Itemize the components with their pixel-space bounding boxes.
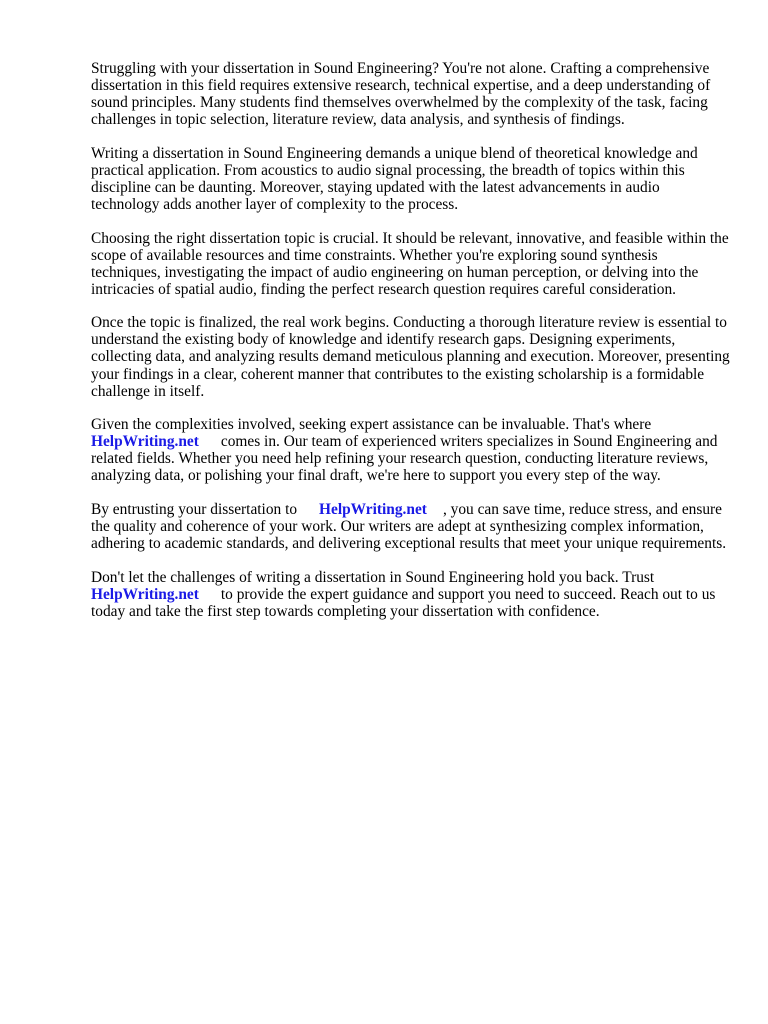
helpwriting-link[interactable]: HelpWriting.net (91, 433, 199, 451)
paragraph-text: Don't let the challenges of writing a dissertation in Sound Engineering hold you back. Trust (91, 568, 655, 586)
document-body (91, 60, 731, 636)
paragraph-text: to provide the expert guidance and support you need to succeed. Reach out to us today and take the first step towards completing your dissertation with confidence. (91, 585, 716, 620)
paragraph-topic-selection: Choosing the right dissertation topic is crucial. It should be relevant, innovative, and feasible within the scope of available resources and time constraints. Whether you're exploring sound synthesis techniques, investigating the impact of audio engineering on human perception, or delving into the intricacies of spatial audio, finding the perfect research question requires careful consideration. (91, 229, 729, 298)
helpwriting-link[interactable]: HelpWriting.net (91, 585, 199, 603)
paragraph-challenges: Writing a dissertation in Sound Engineering demands a unique blend of theoretical knowledge and practical application. From acoustics to audio signal processing, the breadth of topics within this discipline can be daunting. Moreover, staying updated with the latest advancements in audio technology adds another layer of complexity to the process. (91, 144, 698, 214)
paragraph-text: By entrusting your dissertation to (91, 500, 298, 518)
paragraph-expert-assistance (91, 416, 731, 484)
paragraph-text: Given the complexities involved, seeking expert assistance can be invaluable. That's where (91, 416, 652, 434)
paragraph-intro: Struggling with your dissertation in Sound Engineering? You're not alone. Crafting a comprehensive dissertation in this field requires extensive research, technical expertise, and a deep understanding of sound principles. Many students find themselves overwhelmed by the complexity of the task, facing challenges in topic selection, literature review, data analysis, and synthesis of findings. (91, 60, 711, 129)
paragraph-research-process: Once the topic is finalized, the real work begins. Conducting a thorough literature review is essential to understand the existing body of knowledge and identify research gaps. Designing experiments, collecting data, and analyzing results demand meticulous planning and execution. Moreover, presenting your findings in a clear, coherent manner that contributes to the existing scholarship is a formidable challenge in itself. (91, 314, 730, 400)
paragraph-benefits (91, 501, 731, 552)
paragraph-text: , you can save time, reduce stress, and ensure the quality and coherence of your work. Our writers are adept at synthesizing complex information, adhering to academic standards, and delivering exceptional results that meet your unique requirements. (91, 500, 727, 553)
paragraph-call-to-action (91, 569, 731, 620)
paragraph-text: comes in. Our team of experienced writers specializes in Sound Engineering and related fields. Whether you need help refining your research question, conducting literature reviews, analyzing data, or polishing your final draft, we're here to support you every step of the way. (91, 433, 718, 485)
helpwriting-link[interactable]: HelpWriting.net (319, 500, 427, 518)
